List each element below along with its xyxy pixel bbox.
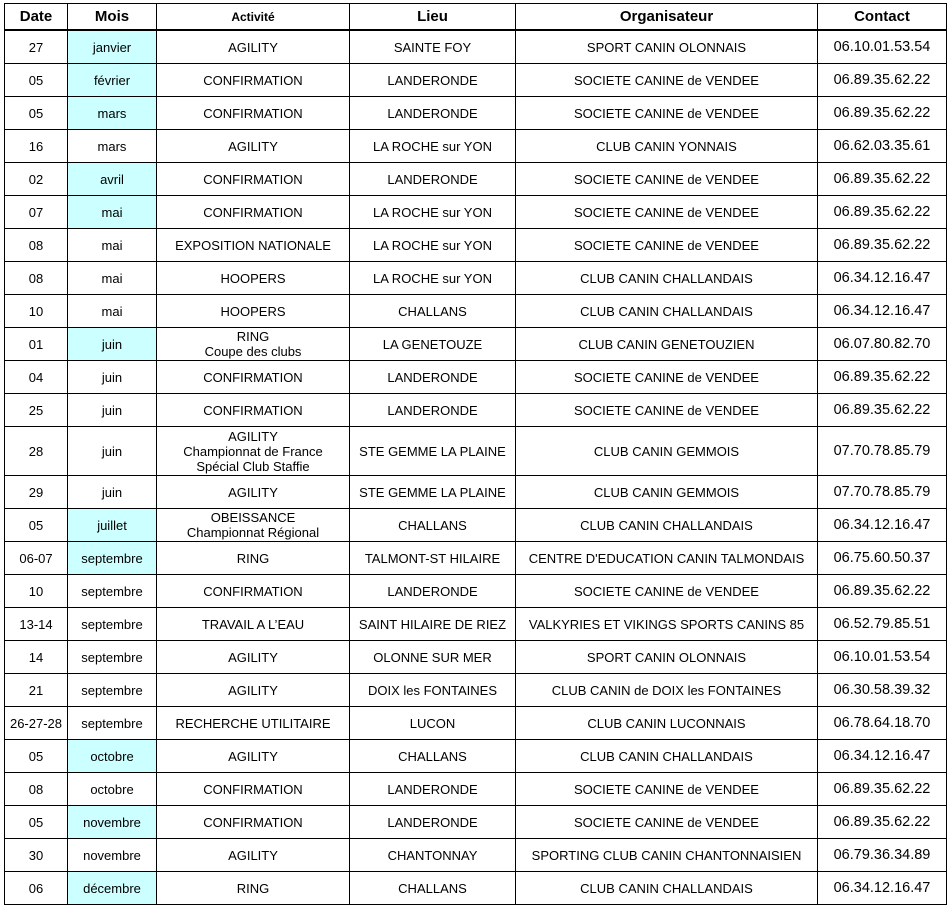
cell-organisateur: CLUB CANIN CHALLANDAIS (516, 872, 818, 905)
cell-date: 08 (5, 262, 68, 295)
cell-activite (157, 427, 350, 476)
cell-contact: 06.10.01.53.54 (818, 30, 947, 64)
cell-contact: 06.34.12.16.47 (818, 872, 947, 905)
cell-contact: 06.89.35.62.22 (818, 97, 947, 130)
cell-organisateur: SPORT CANIN OLONNAIS (516, 641, 818, 674)
activite-line: AGILITY (228, 682, 278, 698)
activite-line: Championnat de France (183, 443, 323, 459)
activite-line: CONFIRMATION (203, 814, 303, 830)
cell-activite (157, 872, 350, 905)
cell-lieu: CHALLANS (350, 509, 516, 542)
cell-organisateur: SPORT CANIN OLONNAIS (516, 30, 818, 64)
activite-line: CONFIRMATION (203, 402, 303, 418)
cell-organisateur: CLUB CANIN LUCONNAIS (516, 707, 818, 740)
cell-lieu: OLONNE SUR MER (350, 641, 516, 674)
cell-date: 08 (5, 229, 68, 262)
cell-organisateur: SPORTING CLUB CANIN CHANTONNAISIEN (516, 839, 818, 872)
activite-line: EXPOSITION NATIONALE (175, 237, 331, 253)
cell-mois: juin (68, 361, 157, 394)
cell-mois: juin (68, 427, 157, 476)
cell-activite (157, 575, 350, 608)
table-row (5, 575, 947, 608)
cell-date: 10 (5, 295, 68, 328)
cell-organisateur: SOCIETE CANINE de VENDEE (516, 229, 818, 262)
cell-organisateur: CLUB CANIN GEMMOIS (516, 476, 818, 509)
table-row (5, 872, 947, 905)
cell-activite (157, 295, 350, 328)
cell-organisateur: SOCIETE CANINE de VENDEE (516, 361, 818, 394)
cell-contact: 06.34.12.16.47 (818, 509, 947, 542)
cell-lieu: CHALLANS (350, 295, 516, 328)
cell-mois: avril (68, 163, 157, 196)
cell-organisateur: SOCIETE CANINE de VENDEE (516, 163, 818, 196)
table-row (5, 707, 947, 740)
table-row (5, 839, 947, 872)
cell-mois: septembre (68, 674, 157, 707)
activite-line: AGILITY (228, 138, 278, 154)
cell-mois: septembre (68, 707, 157, 740)
cell-mois: mai (68, 295, 157, 328)
cell-activite (157, 394, 350, 427)
activite-line: AGILITY (228, 428, 278, 444)
activite-line: HOOPERS (220, 303, 286, 319)
cell-organisateur: SOCIETE CANINE de VENDEE (516, 64, 818, 97)
cell-mois: septembre (68, 608, 157, 641)
table-row (5, 361, 947, 394)
cell-organisateur: CLUB CANIN GENETOUZIEN (516, 328, 818, 361)
table-row (5, 295, 947, 328)
cell-date: 08 (5, 773, 68, 806)
cell-contact: 06.89.35.62.22 (818, 64, 947, 97)
cell-date: 16 (5, 130, 68, 163)
activite-line: RING (236, 329, 270, 344)
cell-organisateur: SOCIETE CANINE de VENDEE (516, 394, 818, 427)
cell-activite (157, 196, 350, 229)
table-row (5, 773, 947, 806)
cell-mois: juillet (68, 509, 157, 542)
cell-mois: mai (68, 229, 157, 262)
cell-mois: janvier (68, 30, 157, 64)
cell-activite (157, 30, 350, 64)
table-row (5, 328, 947, 361)
cell-mois: mai (68, 262, 157, 295)
activite-line: CONFIRMATION (203, 781, 303, 797)
table-row (5, 740, 947, 773)
cell-activite (157, 97, 350, 130)
cell-mois: mars (68, 97, 157, 130)
cell-date: 04 (5, 361, 68, 394)
cell-activite (157, 163, 350, 196)
cell-contact: 06.52.79.85.51 (818, 608, 947, 641)
cell-organisateur: CLUB CANIN CHALLANDAIS (516, 262, 818, 295)
cell-activite (157, 608, 350, 641)
cell-date: 26-27-28 (5, 707, 68, 740)
cell-organisateur: CLUB CANIN CHALLANDAIS (516, 295, 818, 328)
cell-contact: 06.89.35.62.22 (818, 196, 947, 229)
cell-date: 05 (5, 740, 68, 773)
activite-line: HOOPERS (220, 270, 286, 286)
cell-date: 13-14 (5, 608, 68, 641)
table-row (5, 97, 947, 130)
activite-line: AGILITY (228, 484, 278, 500)
cell-organisateur: SOCIETE CANINE de VENDEE (516, 575, 818, 608)
cell-lieu: LA ROCHE sur YON (350, 262, 516, 295)
cell-date: 06-07 (5, 542, 68, 575)
cell-contact: 07.70.78.85.79 (818, 427, 947, 476)
cell-lieu: LA ROCHE sur YON (350, 229, 516, 262)
cell-lieu: LANDERONDE (350, 361, 516, 394)
cell-organisateur: VALKYRIES ET VIKINGS SPORTS CANINS 85 (516, 608, 818, 641)
activite-line: CONFIRMATION (203, 105, 303, 121)
cell-lieu: LA ROCHE sur YON (350, 130, 516, 163)
activite-line: TRAVAIL A L’EAU (201, 616, 305, 632)
activite-line: CONFIRMATION (203, 583, 303, 599)
cell-activite (157, 641, 350, 674)
cell-contact: 06.78.64.18.70 (818, 707, 947, 740)
cell-lieu: LANDERONDE (350, 773, 516, 806)
cell-mois: octobre (68, 740, 157, 773)
cell-contact: 06.89.35.62.22 (818, 163, 947, 196)
cell-lieu: LA GENETOUZE (350, 328, 516, 361)
cell-mois: septembre (68, 575, 157, 608)
activite-line: AGILITY (228, 847, 278, 863)
activite-line: Spécial Club Staffie (196, 458, 310, 474)
cell-organisateur: CLUB CANIN GEMMOIS (516, 427, 818, 476)
table-row (5, 806, 947, 839)
cell-date: 21 (5, 674, 68, 707)
cell-activite (157, 476, 350, 509)
activite-line: RING (236, 880, 270, 896)
activite-line: AGILITY (228, 649, 278, 665)
activite-line: RECHERCHE UTILITAIRE (175, 715, 331, 731)
cell-date: 07 (5, 196, 68, 229)
activite-line: Championnat Régional (186, 525, 320, 540)
cell-date: 30 (5, 839, 68, 872)
cell-lieu: DOIX les FONTAINES (350, 674, 516, 707)
cell-mois: octobre (68, 773, 157, 806)
cell-date: 25 (5, 394, 68, 427)
cell-date: 28 (5, 427, 68, 476)
cell-contact: 06.34.12.16.47 (818, 740, 947, 773)
table-row (5, 229, 947, 262)
cell-contact: 06.34.12.16.47 (818, 262, 947, 295)
table-row (5, 542, 947, 575)
cell-activite (157, 839, 350, 872)
header-lieu: Lieu (350, 4, 516, 31)
table-row (5, 674, 947, 707)
table-row (5, 427, 947, 476)
cell-date: 05 (5, 806, 68, 839)
cell-date: 05 (5, 97, 68, 130)
cell-mois: novembre (68, 839, 157, 872)
cell-date: 01 (5, 328, 68, 361)
cell-activite (157, 707, 350, 740)
table-row (5, 64, 947, 97)
cell-lieu: LANDERONDE (350, 163, 516, 196)
cell-contact: 06.89.35.62.22 (818, 575, 947, 608)
cell-lieu: SAINT HILAIRE DE RIEZ (350, 608, 516, 641)
cell-mois: juin (68, 394, 157, 427)
cell-contact: 06.07.80.82.70 (818, 328, 947, 361)
cell-lieu: STE GEMME LA PLAINE (350, 476, 516, 509)
activite-line: AGILITY (228, 748, 278, 764)
table-row (5, 130, 947, 163)
cell-contact: 06.10.01.53.54 (818, 641, 947, 674)
cell-mois: septembre (68, 641, 157, 674)
cell-organisateur: CENTRE D'EDUCATION CANIN TALMONDAIS (516, 542, 818, 575)
table-row (5, 394, 947, 427)
table-row (5, 608, 947, 641)
cell-mois: novembre (68, 806, 157, 839)
cell-activite (157, 740, 350, 773)
cell-lieu: LANDERONDE (350, 64, 516, 97)
cell-organisateur: SOCIETE CANINE de VENDEE (516, 773, 818, 806)
cell-mois: septembre (68, 542, 157, 575)
cell-contact: 06.62.03.35.61 (818, 130, 947, 163)
events-table (4, 3, 947, 905)
cell-mois: mai (68, 196, 157, 229)
cell-date: 05 (5, 64, 68, 97)
cell-activite (157, 361, 350, 394)
table-row (5, 476, 947, 509)
cell-date: 14 (5, 641, 68, 674)
cell-mois: février (68, 64, 157, 97)
cell-contact: 06.89.35.62.22 (818, 229, 947, 262)
cell-organisateur: SOCIETE CANINE de VENDEE (516, 806, 818, 839)
cell-date: 29 (5, 476, 68, 509)
cell-activite (157, 229, 350, 262)
cell-contact: 06.89.35.62.22 (818, 394, 947, 427)
cell-mois: mars (68, 130, 157, 163)
cell-mois: juin (68, 476, 157, 509)
activite-line: CONFIRMATION (203, 204, 303, 220)
cell-date: 27 (5, 30, 68, 64)
cell-contact: 06.89.35.62.22 (818, 361, 947, 394)
cell-contact: 06.30.58.39.32 (818, 674, 947, 707)
cell-lieu: TALMONT-ST HILAIRE (350, 542, 516, 575)
header-date: Date (5, 4, 68, 31)
cell-activite (157, 674, 350, 707)
cell-contact: 06.75.60.50.37 (818, 542, 947, 575)
table-row (5, 641, 947, 674)
activite-line: CONFIRMATION (203, 171, 303, 187)
cell-contact: 07.70.78.85.79 (818, 476, 947, 509)
cell-activite (157, 509, 350, 542)
cell-lieu: CHALLANS (350, 872, 516, 905)
cell-contact: 06.89.35.62.22 (818, 773, 947, 806)
activite-line: CONFIRMATION (203, 369, 303, 385)
cell-contact: 06.34.12.16.47 (818, 295, 947, 328)
cell-organisateur: CLUB CANIN CHALLANDAIS (516, 740, 818, 773)
table-body (5, 30, 947, 905)
header-mois: Mois (68, 4, 157, 31)
table-row (5, 262, 947, 295)
activite-line: CONFIRMATION (203, 72, 303, 88)
table-row (5, 163, 947, 196)
cell-lieu: STE GEMME LA PLAINE (350, 427, 516, 476)
cell-activite (157, 328, 350, 361)
cell-date: 10 (5, 575, 68, 608)
cell-contact: 06.79.36.34.89 (818, 839, 947, 872)
cell-mois: juin (68, 328, 157, 361)
cell-lieu: LA ROCHE sur YON (350, 196, 516, 229)
cell-lieu: LANDERONDE (350, 97, 516, 130)
cell-lieu: CHALLANS (350, 740, 516, 773)
cell-lieu: LUCON (350, 707, 516, 740)
cell-date: 06 (5, 872, 68, 905)
cell-lieu: LANDERONDE (350, 806, 516, 839)
cell-contact: 06.89.35.62.22 (818, 806, 947, 839)
cell-activite (157, 262, 350, 295)
header-row (5, 4, 947, 31)
cell-activite (157, 773, 350, 806)
cell-lieu: LANDERONDE (350, 575, 516, 608)
cell-mois: décembre (68, 872, 157, 905)
table-row (5, 30, 947, 64)
activite-line: RING (236, 550, 270, 566)
table-row (5, 196, 947, 229)
cell-lieu: SAINTE FOY (350, 30, 516, 64)
cell-lieu: CHANTONNAY (350, 839, 516, 872)
cell-organisateur: CLUB CANIN YONNAIS (516, 130, 818, 163)
cell-date: 05 (5, 509, 68, 542)
cell-activite (157, 542, 350, 575)
cell-organisateur: SOCIETE CANINE de VENDEE (516, 97, 818, 130)
activite-line: Coupe des clubs (204, 344, 302, 359)
cell-organisateur: SOCIETE CANINE de VENDEE (516, 196, 818, 229)
header-organisateur: Organisateur (516, 4, 818, 31)
cell-date: 02 (5, 163, 68, 196)
cell-activite (157, 806, 350, 839)
header-contact: Contact (818, 4, 947, 31)
header-activite: Activité (157, 4, 350, 31)
cell-activite (157, 64, 350, 97)
cell-organisateur: CLUB CANIN CHALLANDAIS (516, 509, 818, 542)
activite-line: AGILITY (228, 39, 278, 55)
cell-lieu: LANDERONDE (350, 394, 516, 427)
cell-organisateur: CLUB CANIN de DOIX les FONTAINES (516, 674, 818, 707)
cell-activite (157, 130, 350, 163)
table-row (5, 509, 947, 542)
activite-line: OBEISSANCE (210, 510, 296, 525)
